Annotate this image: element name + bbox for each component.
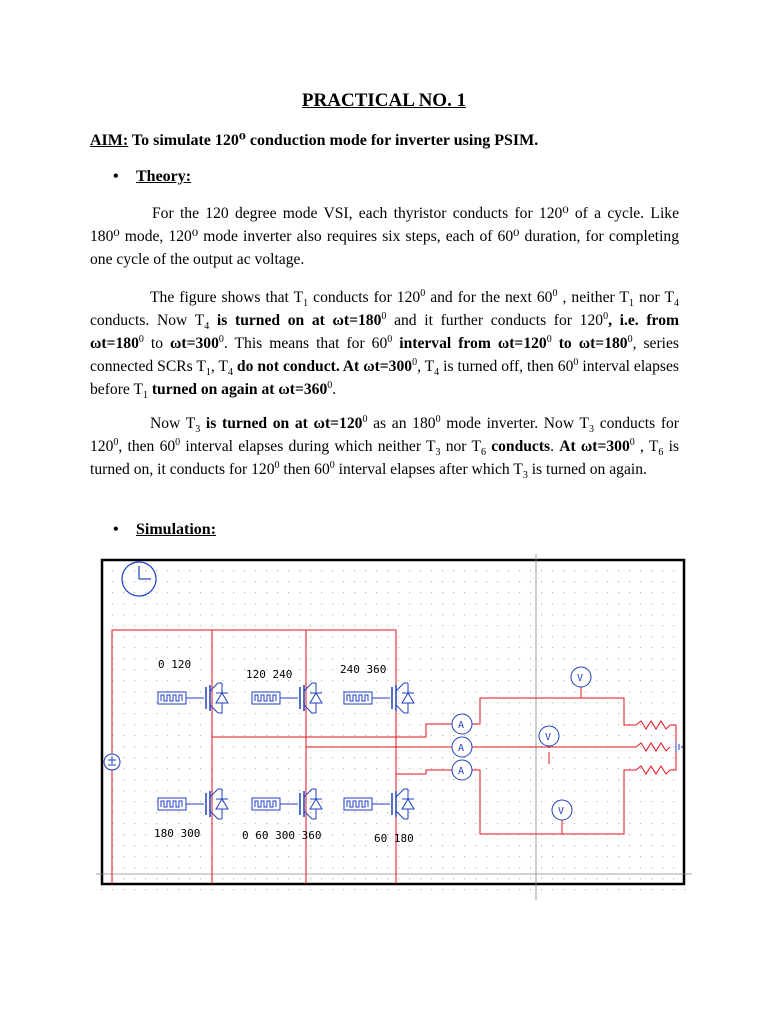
dc-source-icon (104, 754, 120, 770)
gate-label: 120 240 (246, 668, 293, 681)
theory-paragraph-1: For the 120 degree mode VSI, each thyristor conducts for 120⁰ of a cycle. Like 180⁰ mode, 120⁰ mode inverter also requires six steps, each of 60⁰ duration, for completing one cycle of the output ac voltage. (90, 205, 679, 268)
svg-text:V: V (558, 806, 565, 817)
gate-label: 60 180 (374, 832, 414, 845)
voltmeter-icon (571, 667, 591, 687)
svg-text:V: V (545, 732, 552, 743)
gate-label: 240 360 (340, 663, 387, 676)
voltmeter-icon (539, 726, 559, 746)
gate-label: 180 300 (154, 827, 201, 840)
svg-text:A: A (458, 720, 465, 731)
page-title: PRACTICAL NO. 1 (301, 90, 467, 111)
theory-paragraph-3: Now $T_3$ is turned on at $\omega t=120^0$ as an $180^0$ mode inverter. Now $T_3$ conducts for $120^0$, then $60^0$ interval elapses during which neither $T_3$ nor $T_6$ conducts. At $\omega t=300^0$ , $T_6$ is turned on, it conducts for $120^0$ then $60^0$ interval elapses after which $T_3$ is turned on again. (90, 413, 680, 482)
aim-label: AIM: (90, 132, 129, 149)
svg-text:A: A (458, 743, 465, 754)
svg-text:V: V (577, 673, 584, 684)
theory-label: Theory: (136, 168, 192, 185)
voltmeter-icon (552, 800, 572, 820)
ammeter-icon (452, 737, 472, 757)
theory-paragraph-2: The figure shows that $T_1$ conducts for $120^0$ and for the next $60^0$ , neither $T_1$ nor $T_4$ conducts. Now $T_4$ is turned on at $\omega t=180^0$ and it further conducts for $120^0$, i.e. from $\omega t=180^0$ to $\omega t=300^0$. This means that for $60^0$ interval from $\omega t=120^0$ to $\omega t=180^0$, series connected SCRs $T_1$, $T_4$ do not conduct. At $\omega t=300^0$, $T_4$ is turned off, then $60^0$ interval elapses before $T_1$ turned on again at $\omega t=360^0$. (90, 287, 680, 402)
gate-label: 0 60 300 360 (242, 829, 322, 842)
psim-circuit-schematic (96, 554, 692, 900)
gate-label: 0 120 (158, 658, 192, 671)
ammeter-icon (452, 714, 472, 734)
aim-line (90, 130, 538, 150)
simulation-label: Simulation: (136, 521, 217, 538)
ammeter-icon (452, 760, 472, 780)
svg-text:A: A (458, 766, 465, 777)
aim-text: To simulate 120⁰ conduction mode for inverter using PSIM. (128, 132, 539, 149)
